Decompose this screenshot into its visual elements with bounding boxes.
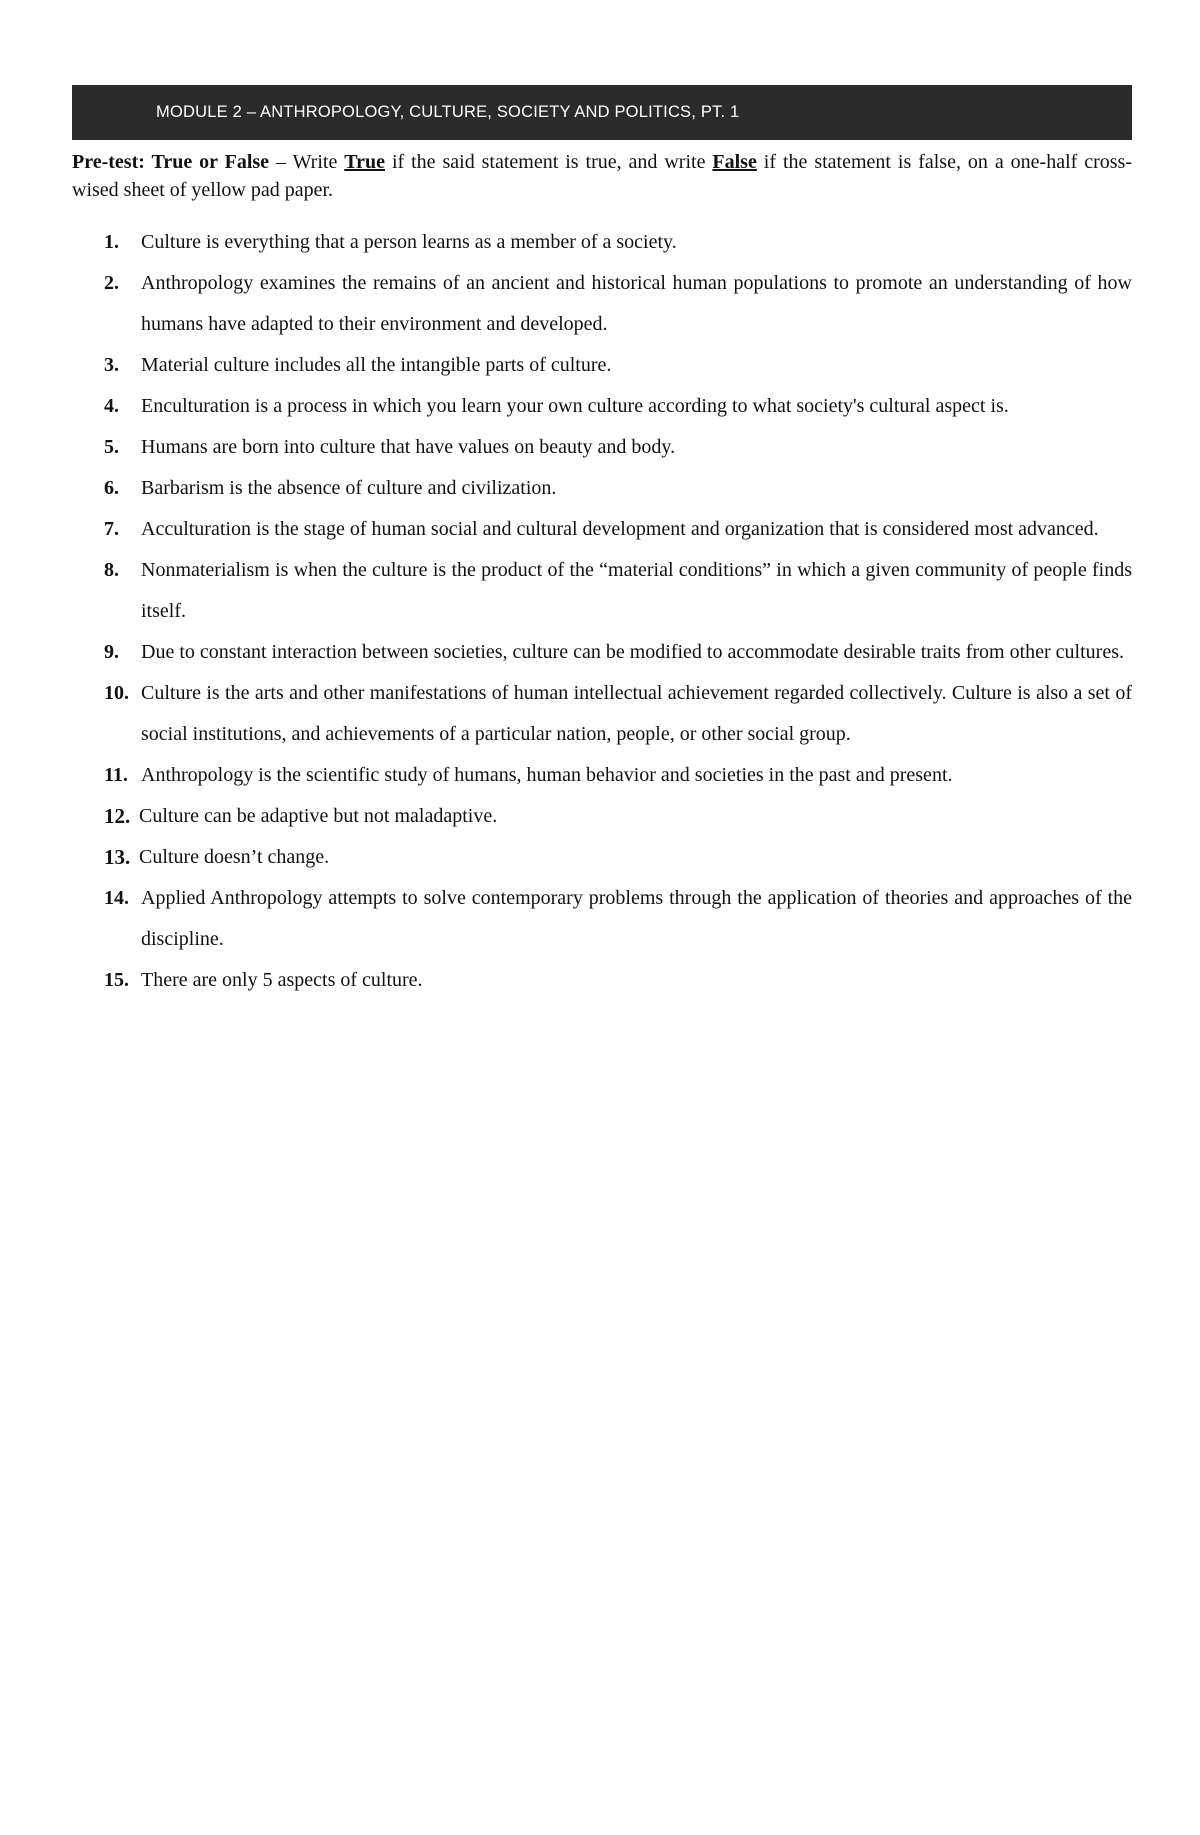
instructions [72,148,1132,204]
instructions-dash: – Write [269,151,345,173]
item-text: Culture doesn’t change. [139,846,330,868]
item-text: Humans are born into culture that have values on beauty and body. [141,436,676,458]
item-number: 11. [104,764,128,786]
item-number: 3. [104,354,119,376]
list-item [72,673,1132,755]
item-number: 6. [104,477,119,499]
list-item [72,878,1132,960]
list-item [72,550,1132,632]
item-text: There are only 5 aspects of culture. [141,969,423,991]
item-number: 8. [104,559,119,581]
item-number: 10. [104,682,129,704]
item-text: Barbarism is the absence of culture and civilization. [141,477,557,499]
pretest-label: Pre-test: True or False [72,151,270,173]
item-number: 4. [104,395,119,417]
list-item [72,837,1132,878]
instructions-middle: if the said statement is true, and write [385,151,713,173]
item-text: Culture is the arts and other manifestations of human intellectual achievement regarded collectively. Culture is also a set of social institutions, and achievements of a particular nation, people, or other social group. [141,682,1132,745]
list-item [72,386,1132,427]
item-text: Culture is everything that a person learns as a member of a society. [141,231,677,253]
item-number: 7. [104,518,119,540]
instructions-end: if the statement is false, on a one-half cross-wised sheet of yellow pad paper. [72,151,1132,201]
document-page [72,85,1132,1017]
item-number: 12. [104,804,131,828]
list-item [72,427,1132,468]
false-word: False [712,151,757,173]
list-item [72,632,1132,673]
list-item [72,509,1132,550]
item-text: Material culture includes all the intangible parts of culture. [141,354,612,376]
item-text: Enculturation is a process in which you learn your own culture according to what society's cultural aspect is. [141,395,1009,417]
module-title: MODULE 2 – ANTHROPOLOGY, CULTURE, SOCIETY AND POLITICS, PT. 1 [156,103,740,121]
list-item [72,755,1132,796]
list-item [72,222,1132,263]
item-text: Acculturation is the stage of human social and cultural development and organization that is considered most advanced. [141,518,1099,540]
list-item [72,960,1132,1001]
item-number: 9. [104,641,119,663]
item-number: 15. [104,969,129,991]
list-item [72,468,1132,509]
list-item [72,796,1132,837]
item-text: Anthropology is the scientific study of humans, human behavior and societies in the past and present. [141,764,953,786]
item-text: Nonmaterialism is when the culture is the product of the “material conditions” in which a given community of people finds itself. [141,559,1132,622]
item-number: 14. [104,887,129,909]
list-item [72,345,1132,386]
item-text: Anthropology examines the remains of an ancient and historical human populations to promote an understanding of how humans have adapted to their environment and developed. [141,272,1132,335]
item-text: Culture can be adaptive but not maladaptive. [139,805,498,827]
item-number: 5. [104,436,119,458]
item-number: 2. [104,272,119,294]
question-list [72,222,1132,1001]
module-header-bar [72,85,1132,140]
item-text: Applied Anthropology attempts to solve contemporary problems through the application of theories and approaches of the discipline. [141,887,1132,950]
list-item [72,263,1132,345]
item-number: 13. [104,845,131,869]
true-word: True [344,151,385,173]
item-text: Due to constant interaction between societies, culture can be modified to accommodate desirable traits from other cultures. [141,641,1124,663]
item-number: 1. [104,231,119,253]
